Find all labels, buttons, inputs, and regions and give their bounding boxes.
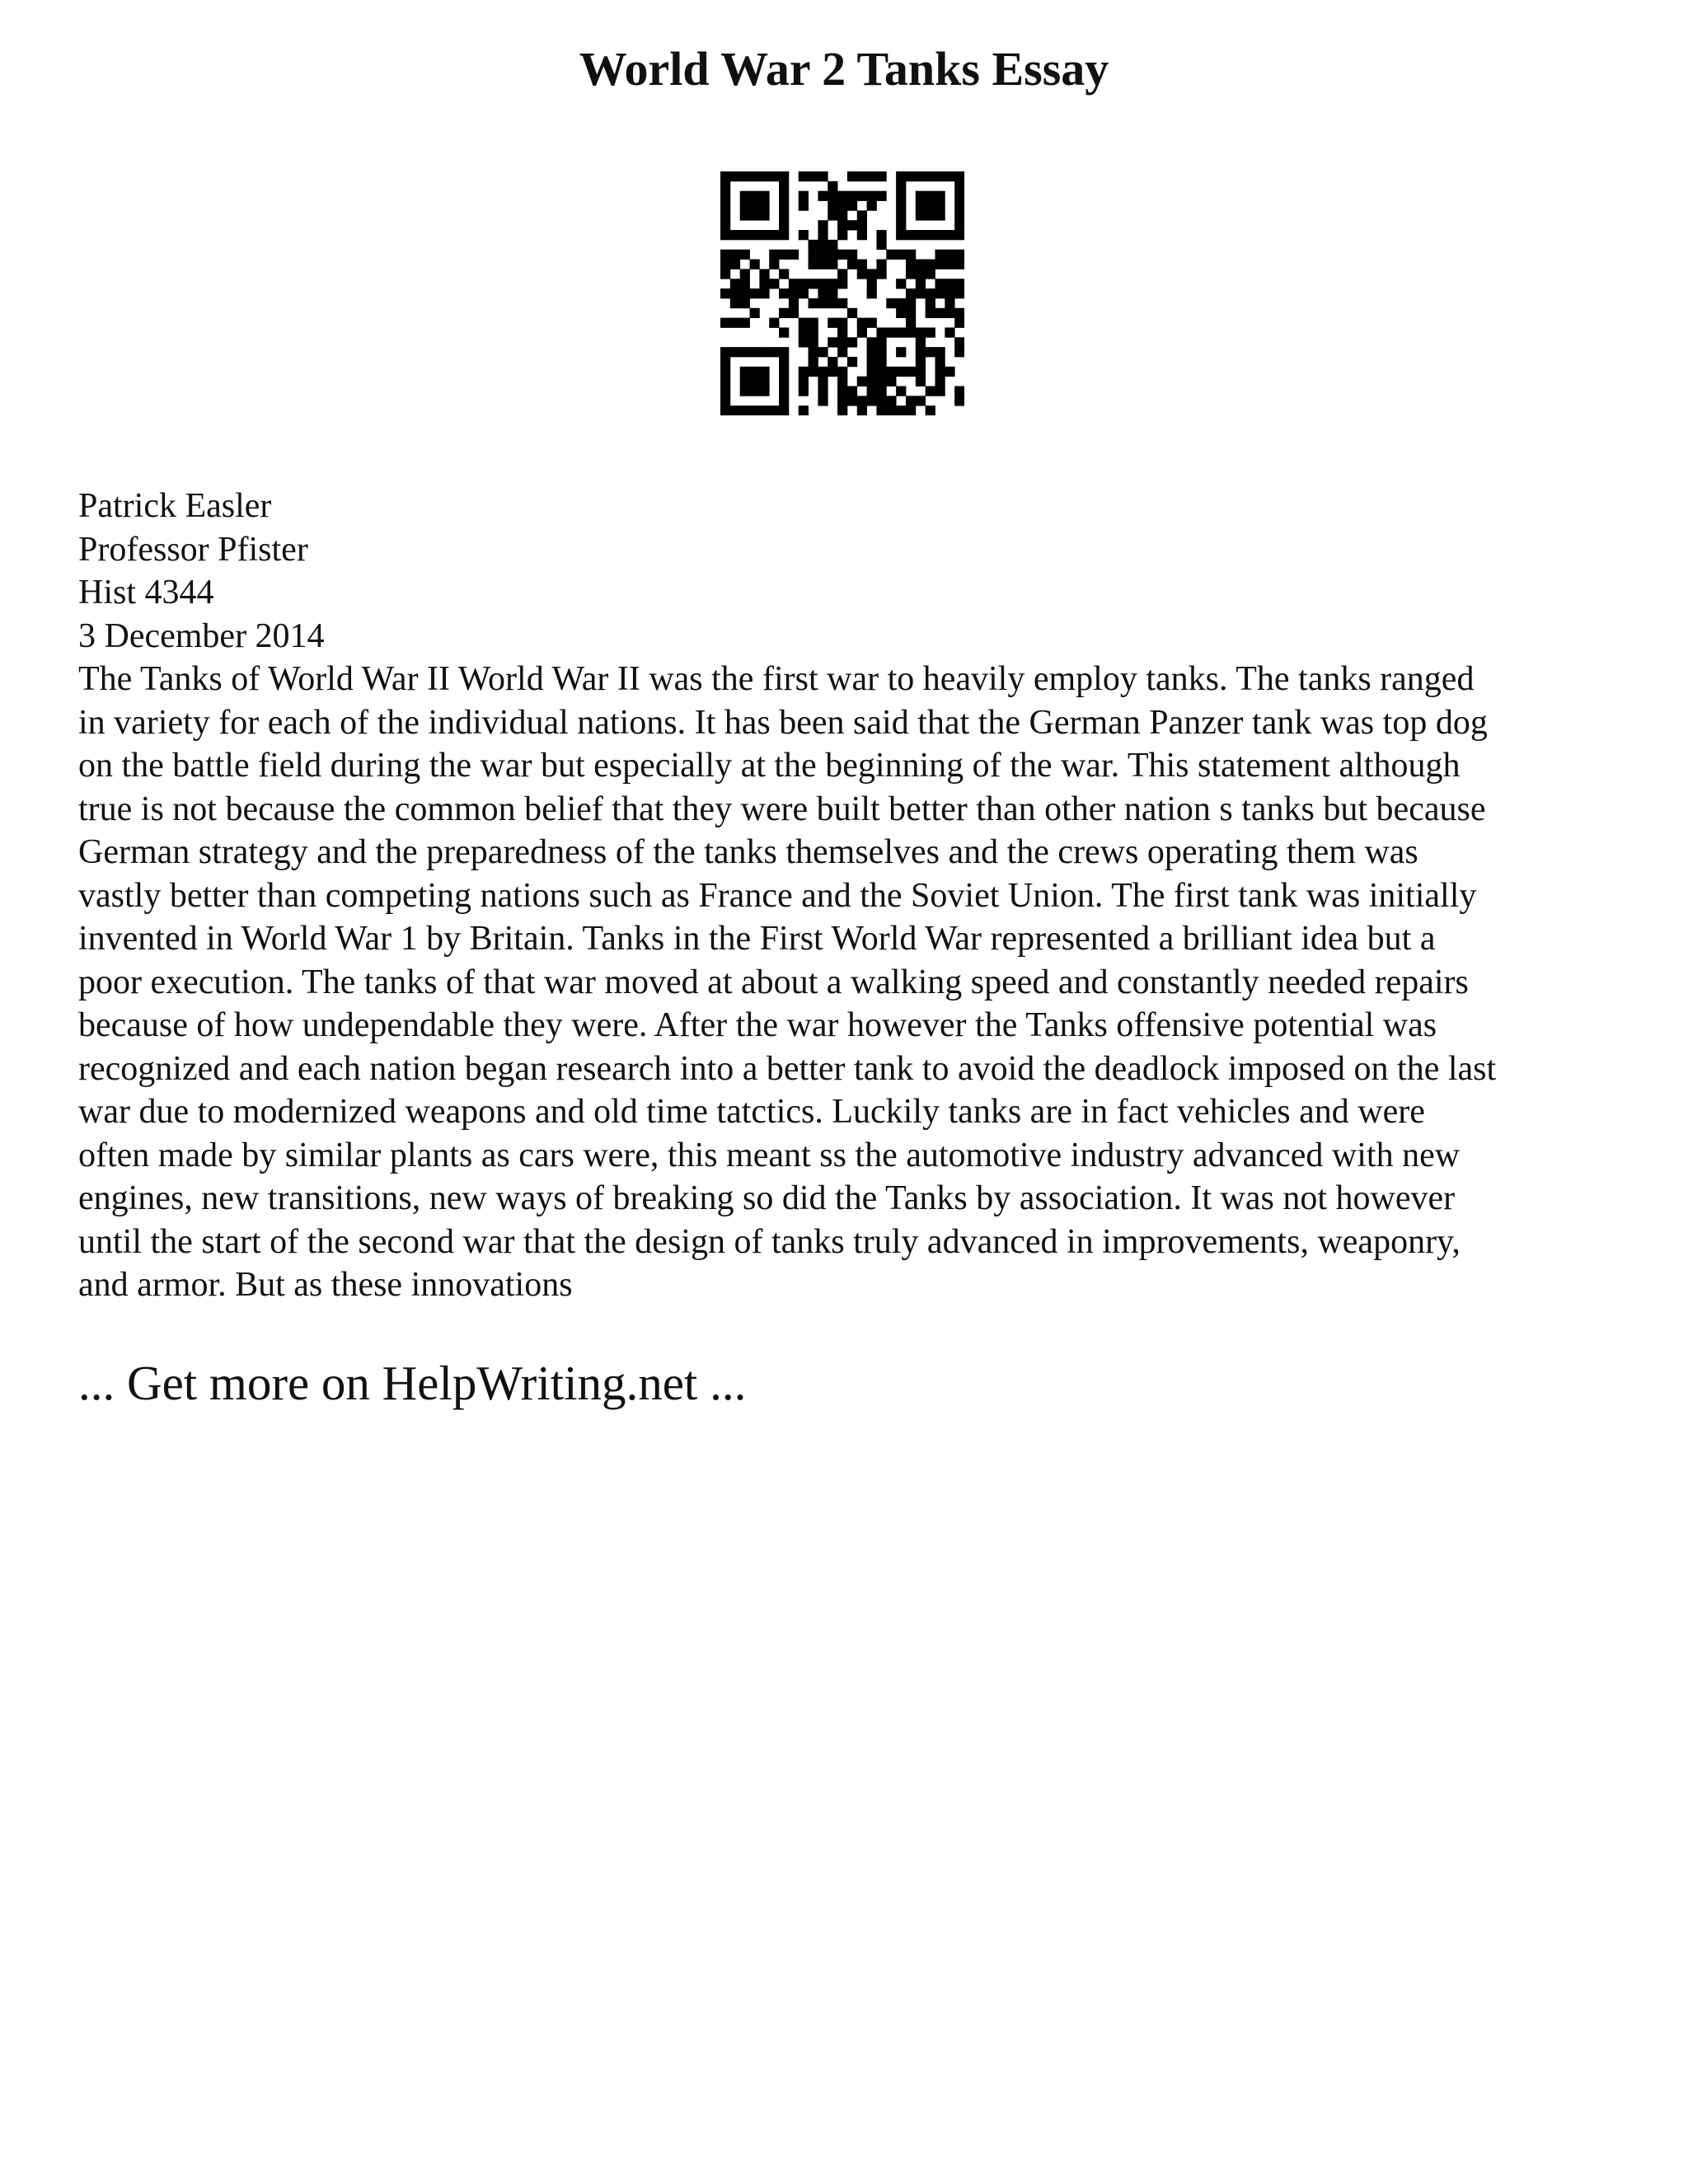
essay-line: poor execution. The tanks of that war moved at about a walking speed and constantly needed repairs <box>78 963 1469 1001</box>
essay-line: on the battle field during the war but especially at the beginning of the war. This statement although <box>78 747 1461 785</box>
essay-line: often made by similar plants as cars were, this meant ss the automotive industry advanced with new <box>78 1136 1461 1174</box>
essay-body <box>78 658 1611 1307</box>
professor-line: Professor Pfister <box>78 530 308 569</box>
essay-line: until the start of the second war that the design of tanks truly advanced in improvements, weaponry, <box>78 1222 1461 1261</box>
author-line: Patrick Easler <box>78 487 272 525</box>
essay-header <box>78 485 1611 658</box>
course-line: Hist 4344 <box>78 574 214 612</box>
document-title: World War 2 Tanks Essay <box>579 42 1109 96</box>
date-line: 3 December 2014 <box>78 616 325 655</box>
qr-code-icon <box>720 171 964 415</box>
essay-line: in variety for each of the individual nations. It has been said that the German Panzer tank was top dog <box>78 703 1488 742</box>
essay-line: because of how undependable they were. After the war however the Tanks offensive potential was <box>78 1006 1437 1044</box>
essay-line: vastly better than competing nations such as France and the Soviet Union. The first tank was initially <box>78 876 1477 915</box>
essay-line: German strategy and the preparedness of the tanks themselves and the crews operating them was <box>78 833 1418 871</box>
essay-line: and armor. But as these innovations <box>78 1266 573 1304</box>
essay-line: engines, new transitions, new ways of breaking so did the Tanks by association. It was not however <box>78 1179 1456 1217</box>
essay-line: true is not because the common belief that they were built better than other nation s tanks but because <box>78 790 1486 828</box>
essay-line: The Tanks of World War II World War II was the first war to heavily employ tanks. The tanks ranged <box>78 660 1475 698</box>
essay-line: recognized and each nation began research into a better tank to avoid the deadlock imposed on the last <box>78 1049 1497 1088</box>
essay-line: invented in World War 1 by Britain. Tanks in the First World War represented a brilliant idea but a <box>78 920 1436 958</box>
get-more-link-text: ... Get more on HelpWriting.net ... <box>78 1356 747 1410</box>
essay-line: war due to modernized weapons and old time tatctics. Luckily tanks are in fact vehicles and were <box>78 1093 1425 1131</box>
